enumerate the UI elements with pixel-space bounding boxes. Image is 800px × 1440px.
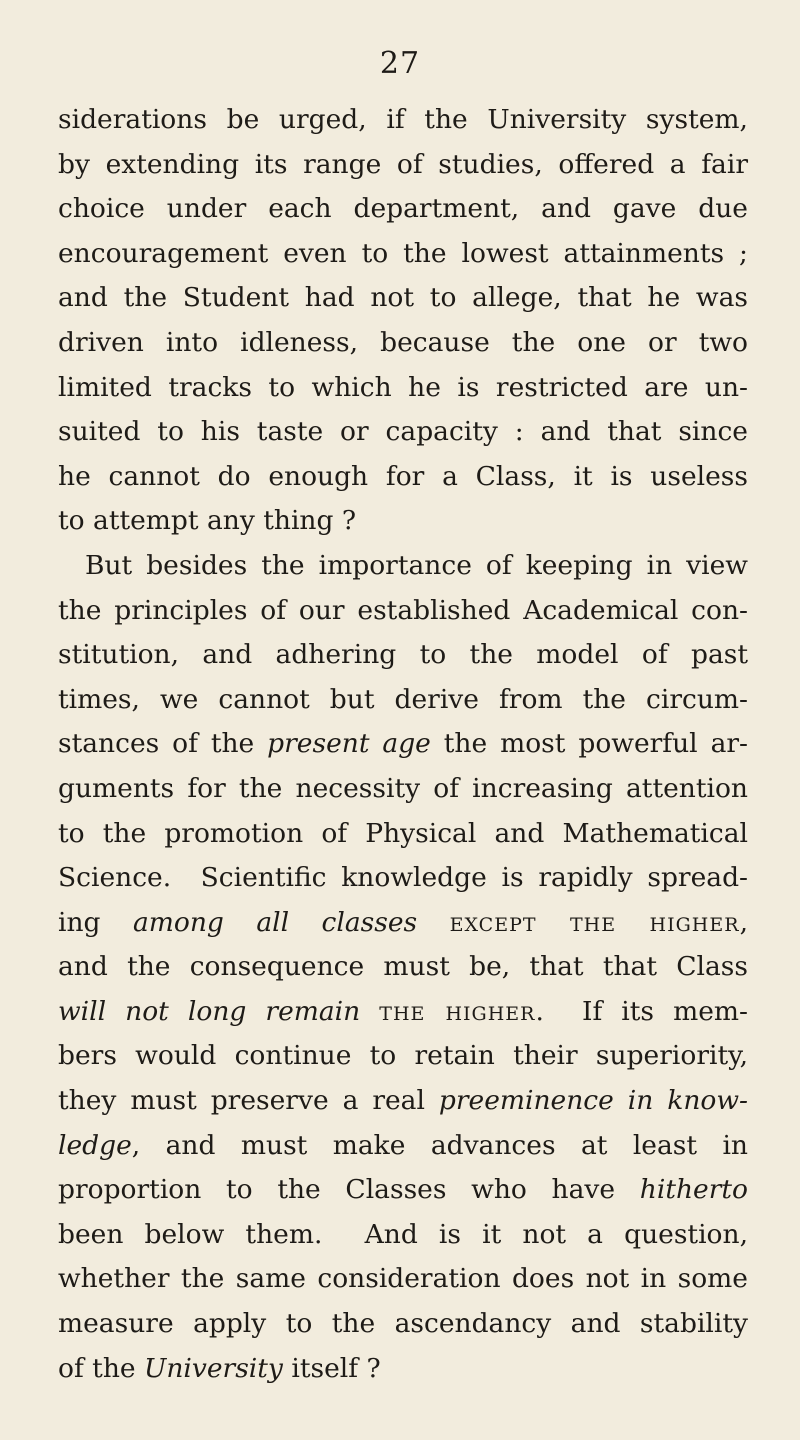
text-line — [58, 901, 748, 946]
text-segment: of the — [58, 1352, 145, 1384]
body-text — [58, 98, 748, 1391]
text-line — [58, 767, 748, 812]
text-segment — [360, 996, 379, 1027]
italic-text: University — [144, 1352, 283, 1384]
italic-text: among all classes — [132, 906, 418, 938]
text-segment: itself ? — [282, 1352, 381, 1384]
small-caps-text: the higher — [379, 995, 536, 1027]
text-segment: guments for the necessity of increasing attention — [58, 772, 748, 804]
text-segment: driven into idleness, because the one or two — [58, 326, 748, 358]
text-segment: to attempt any thing ? — [58, 505, 357, 537]
text-line — [58, 276, 748, 321]
text-segment: , — [739, 906, 748, 938]
page-number: 27 — [379, 46, 421, 81]
text-line — [58, 945, 748, 990]
small-caps-text: except the higher — [449, 906, 740, 938]
text-segment: they must preserve a real — [58, 1085, 439, 1117]
text-segment: But besides the importance of keeping in view — [85, 549, 748, 581]
italic-text: hitherto — [639, 1174, 748, 1206]
text-line — [58, 1257, 748, 1302]
text-segment: . If its mem- — [535, 995, 748, 1027]
text-line — [58, 98, 748, 143]
italic-text: will not long remain — [58, 995, 361, 1027]
text-line — [58, 1213, 748, 1258]
text-segment: stitution, and adhering to the model of past — [58, 639, 748, 671]
text-line — [58, 990, 748, 1035]
text-segment: proportion to the Classes who have — [58, 1174, 640, 1206]
text-segment: measure apply to the ascendancy and stability — [58, 1308, 748, 1340]
text-line — [58, 1079, 748, 1124]
text-segment: Science. Scientific knowledge is rapidly spread- — [58, 862, 748, 894]
text-segment: and the Student had not to allege, that he was — [58, 282, 748, 314]
text-line — [58, 366, 748, 411]
text-segment: the most powerful ar- — [430, 728, 748, 760]
text-segment: to the promotion of Physical and Mathematical — [58, 817, 748, 849]
text-line — [58, 1124, 748, 1169]
text-line — [58, 1302, 748, 1347]
text-line — [58, 589, 748, 634]
italic-text: preeminence in know- — [438, 1085, 748, 1117]
text-segment: limited tracks to which he is restricted are un- — [58, 371, 748, 403]
text-segment: , and must make advances at least in — [131, 1129, 748, 1161]
text-line — [58, 232, 748, 277]
italic-text: ledge — [58, 1129, 132, 1161]
text-line — [58, 455, 748, 500]
text-segment: by extending its range of studies, offered a fair — [58, 148, 748, 180]
text-segment: ing — [58, 906, 133, 938]
text-line — [58, 856, 748, 901]
text-segment: stances of the — [58, 728, 268, 760]
text-segment: encouragement even to the lowest attainments ; — [58, 237, 748, 269]
text-segment: suited to his taste or capacity : and that since — [58, 416, 748, 448]
text-line — [58, 143, 748, 188]
text-line — [58, 633, 748, 678]
text-line — [58, 722, 748, 767]
text-line — [58, 1347, 748, 1392]
text-segment: bers would continue to retain their superiority, — [58, 1040, 748, 1072]
text-line — [58, 499, 748, 544]
text-segment: he cannot do enough for a Class, it is useless — [58, 460, 748, 492]
text-segment: times, we cannot but derive from the circum- — [58, 683, 748, 715]
text-line — [58, 1168, 748, 1213]
text-line — [58, 544, 748, 589]
text-line — [58, 321, 748, 366]
text-line — [58, 187, 748, 232]
text-line — [58, 678, 748, 723]
italic-text: present age — [267, 728, 431, 760]
text-segment: and the consequence must be, that that Class — [58, 951, 748, 983]
text-line — [58, 812, 748, 857]
text-segment: been below them. And is it not a question, — [58, 1218, 748, 1250]
text-segment: the principles of our established Academical con- — [58, 594, 748, 626]
text-line — [58, 410, 748, 455]
text-segment — [417, 907, 449, 938]
text-segment: siderations be urged, if the University system, — [58, 104, 748, 135]
text-segment: choice under each department, and gave due — [58, 193, 748, 225]
text-line — [58, 1034, 748, 1079]
text-segment: whether the same consideration does not in some — [58, 1263, 748, 1295]
